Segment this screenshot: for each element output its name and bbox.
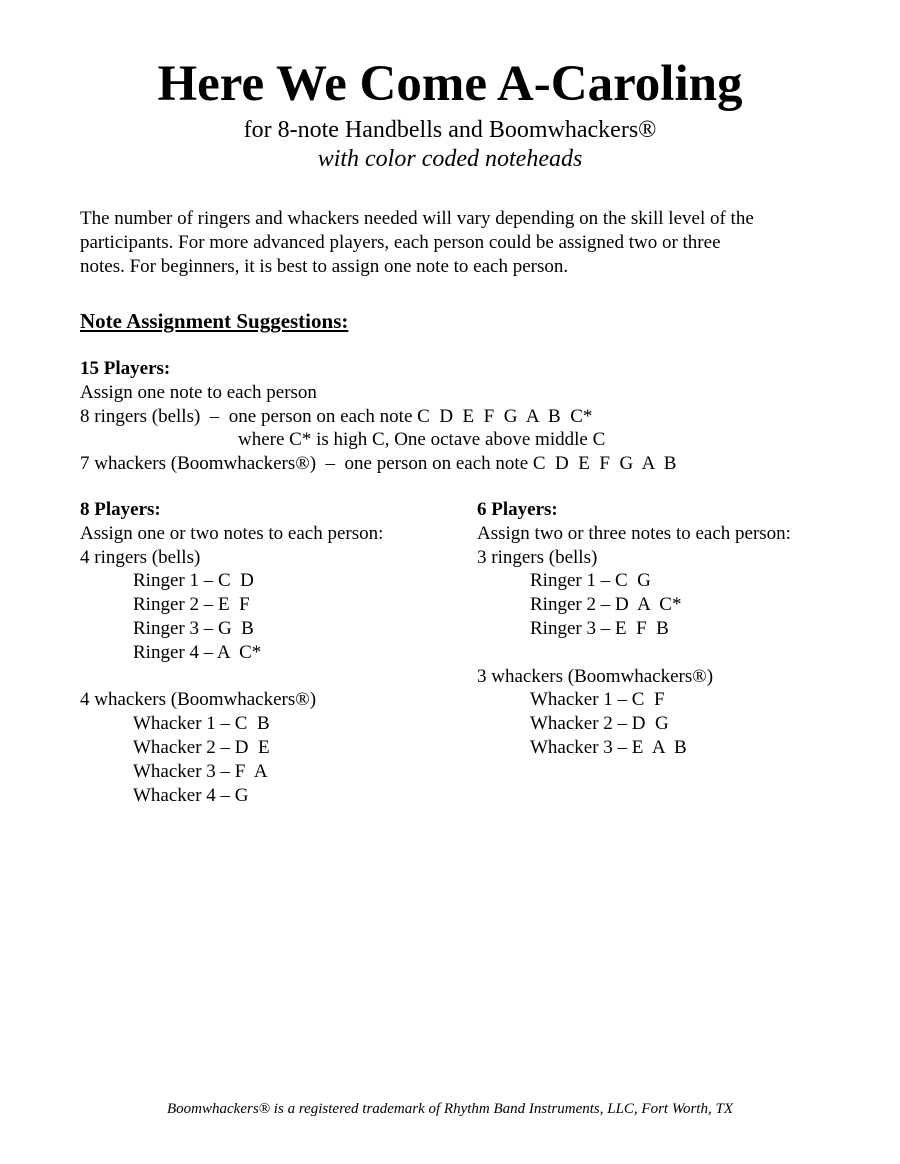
list-item: Ringer 1 – C D xyxy=(133,570,254,592)
list-item: Ringer 3 – G B xyxy=(133,617,254,639)
list-item: Whacker 4 – G xyxy=(133,784,249,806)
six-ringers-label: 3 ringers (bells) xyxy=(477,546,598,568)
six-whackers-label: 3 whackers (Boomwhackers®) xyxy=(477,665,714,687)
section-heading: Note Assignment Suggestions: xyxy=(80,309,349,333)
footer-trademark-note: Boomwhackers® is a registered trademark of Rhythm Band Instruments, LLC, Fort Worth, TX xyxy=(167,1101,733,1117)
six-assign-line: Assign two or three notes to each person: xyxy=(477,522,791,544)
eight-players-heading: 8 Players: xyxy=(80,499,161,520)
list-item: Whacker 2 – D E xyxy=(133,736,270,758)
eight-ringers-label: 4 ringers (bells) xyxy=(80,546,201,568)
list-item: Whacker 3 – E A B xyxy=(530,736,687,758)
list-item: Ringer 2 – E F xyxy=(133,594,250,616)
list-item: Ringer 3 – E F B xyxy=(530,617,669,639)
intro-paragraph xyxy=(80,207,840,279)
subtitle: for 8-note Handbells and Boomwhackers® xyxy=(243,117,657,143)
fifteen-assign-line: Assign one note to each person xyxy=(80,381,317,403)
intro-line: participants. For more advanced players, each person could be assigned two or three xyxy=(80,232,721,253)
eight-whackers-label: 4 whackers (Boomwhackers®) xyxy=(80,689,317,711)
eight-players-section xyxy=(80,498,470,807)
fifteen-where-line: where C* is high C, One octave above middle C xyxy=(238,429,606,451)
fifteen-ringers-line: 8 ringers (bells) – one person on each note C D E F G A B C* xyxy=(80,405,593,427)
page-title: Here We Come A-Caroling xyxy=(157,56,743,112)
eight-assign-line: Assign one or two notes to each person: xyxy=(80,522,384,544)
six-players-section xyxy=(477,498,877,760)
list-item: Ringer 1 – C G xyxy=(530,570,651,592)
list-item: Whacker 2 – D G xyxy=(530,713,669,735)
fifteen-players-heading: 15 Players: xyxy=(80,358,171,379)
list-item: Whacker 3 – F A xyxy=(133,760,268,782)
subtitle-italic: with color coded noteheads xyxy=(317,146,583,172)
list-item: Whacker 1 – C B xyxy=(133,713,270,735)
intro-line: The number of ringers and whackers needed will vary depending on the skill level of the xyxy=(80,208,754,229)
list-item: Ringer 4 – A C* xyxy=(133,641,262,663)
list-item: Whacker 1 – C F xyxy=(530,689,665,711)
six-players-heading: 6 Players: xyxy=(477,499,558,520)
fifteen-players-section xyxy=(80,357,860,476)
list-item: Ringer 2 – D A C* xyxy=(530,594,682,616)
fifteen-whackers-line: 7 whackers (Boomwhackers®) – one person on each note C D E F G A B xyxy=(80,453,677,475)
intro-line: notes. For beginners, it is best to assign one note to each person. xyxy=(80,256,569,277)
